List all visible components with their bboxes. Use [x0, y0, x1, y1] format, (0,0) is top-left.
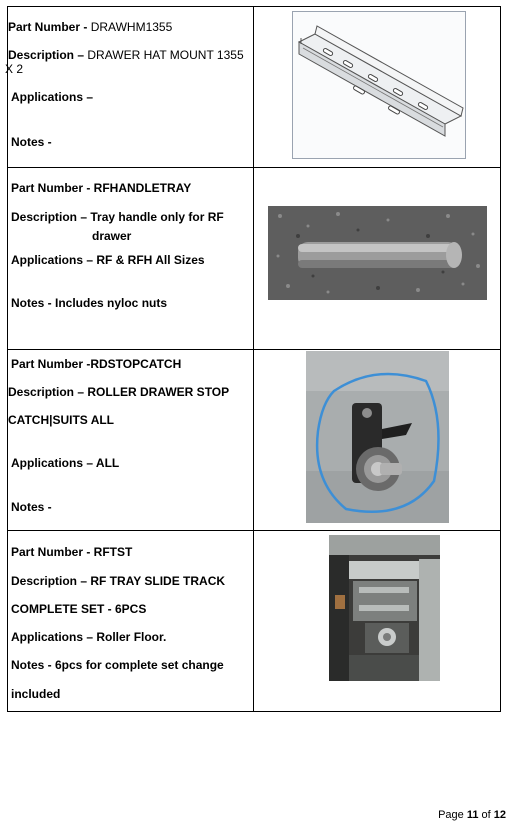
- part-number-line: [8, 20, 172, 34]
- drawer-hat-mount-image: [292, 11, 466, 159]
- part-number-value: DRAWHM1355: [90, 20, 173, 34]
- tray-handle-photo: [268, 206, 487, 300]
- hat-mount-rail-drawing: [293, 12, 465, 158]
- total-page-count: 12: [493, 809, 506, 821]
- part-number-label: Part Number: [8, 20, 81, 34]
- stop-catch-photo: [306, 351, 449, 523]
- part-info-cell: [5, 7, 254, 168]
- applications-line: Applications –: [11, 90, 94, 104]
- part-info-cell: [8, 350, 254, 531]
- description-value: DRAWER HAT MOUNT 1355: [87, 48, 244, 62]
- parts-table: [7, 6, 501, 712]
- stop-catch-image: [306, 351, 449, 523]
- applications-line: Applications – Roller Floor.: [11, 630, 167, 644]
- page-footer: [438, 809, 506, 821]
- description-line: Description – Tray handle only for RF: [11, 210, 224, 224]
- description-line: Description – RF TRAY SLIDE TRACK: [11, 574, 226, 588]
- part-row-rftst: [8, 531, 501, 712]
- notes-line: Notes -: [11, 135, 52, 149]
- part-row-rfhandletray: [8, 168, 501, 350]
- slide-track-image: [329, 535, 440, 681]
- part-image-cell: [254, 350, 501, 531]
- part-image-cell: [254, 531, 501, 712]
- notes-line-2: included: [11, 687, 61, 701]
- description-label: Description: [8, 48, 75, 62]
- applications-line: Applications – RF & RFH All Sizes: [11, 253, 205, 267]
- part-row-drawhm1355: [8, 7, 501, 168]
- of-word: of: [478, 809, 494, 821]
- applications-line: Applications – ALL: [11, 456, 120, 470]
- tray-handle-image: [268, 206, 487, 300]
- part-number-separator: -: [80, 20, 91, 34]
- slide-track-photo: [329, 535, 440, 681]
- part-number-line: Part Number - RFHANDLETRAY: [11, 181, 192, 195]
- current-page-number: 11: [466, 809, 479, 821]
- part-image-cell: [254, 7, 501, 168]
- description-line: [8, 48, 244, 62]
- part-number-line: Part Number -RDSTOPCATCH: [11, 357, 182, 371]
- description-line-2: X 2: [5, 62, 24, 76]
- part-number-line: Part Number - RFTST: [11, 545, 133, 559]
- page-word: Page: [438, 809, 467, 821]
- description-line-2: COMPLETE SET - 6PCS: [11, 602, 147, 616]
- description-line-2: CATCH|SUITS ALL: [8, 413, 115, 427]
- description-line: Description – ROLLER DRAWER STOP: [8, 385, 230, 399]
- part-info-cell: [8, 168, 254, 350]
- notes-line: Notes - Includes nyloc nuts: [11, 296, 168, 310]
- part-info-cell: [8, 531, 254, 712]
- description-line-2: drawer: [92, 229, 132, 243]
- description-separator: –: [74, 48, 88, 62]
- part-image-cell: [254, 168, 501, 350]
- part-row-rdstopcatch: [8, 350, 501, 531]
- notes-line: Notes -: [11, 500, 52, 514]
- notes-line: Notes - 6pcs for complete set change: [11, 658, 224, 672]
